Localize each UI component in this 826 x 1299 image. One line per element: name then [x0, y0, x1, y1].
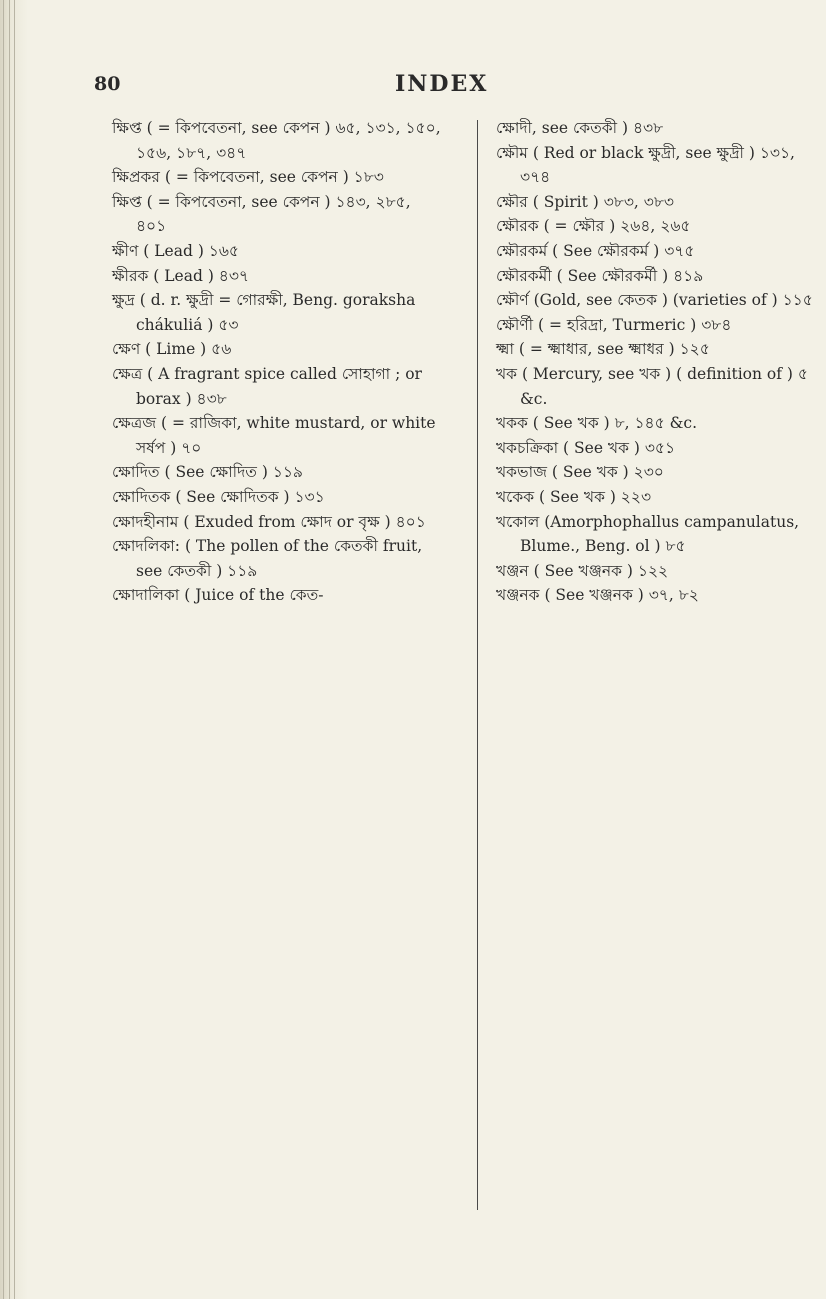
index-entry: ক্ষৌর্ণী ( = হরিদ্রা, Turmeric ) ৩৮৪ [496, 315, 732, 334]
index-entry: খকচক্রিকা ( See খক ) ৩৫১ [496, 438, 676, 457]
index-entry: ক্ষুদ্র ( d. r. ক্ষুদ্রী = গোরক্ষী, Beng. goraksha chákuliá ) ৫৩ [112, 291, 421, 334]
index-entry: ক্ষীরক ( Lead ) ৪৩৭ [112, 266, 250, 285]
left-column [112, 116, 446, 608]
index-entry: খকোল (Amorphophallus campanulatus, Blume., Beng. ol ) ৮৫ [496, 512, 805, 556]
binding-line [14, 0, 15, 1299]
index-entry: ক্ষীণ ( Lead ) ১৬৫ [112, 241, 239, 260]
index-entry: ক্ষেণ ( Lime ) ৫৬ [112, 340, 232, 359]
index-entry: ক্ষ্মা ( = ক্ষ্মাধার, see ক্ষ্মাধর ) ১২৫ [496, 340, 710, 359]
binding-line [9, 0, 10, 1299]
index-entry: ক্ষোদহীনাম ( Exuded from ক্ষোদ or বৃক্ষ ) ৪০১ [112, 512, 426, 531]
page-number: 80 [94, 73, 121, 95]
index-entry: ক্ষেত্র ( A fragrant spice called সোহাগা ; or borax ) ৪৩৮ [112, 364, 427, 408]
binding-line [3, 0, 4, 1299]
index-entry: ক্ষোদিত ( See ক্ষোদিত ) ১১৯ [112, 463, 303, 482]
index-entry: ক্ষৌর্ণ (Gold, see কেতক ) (varieties of ) ১১৫ [496, 291, 813, 310]
index-entry: ক্ষিপ্ত ( = কিপবেতনা, see কেপন ) ১৪৩, ২৮৫, ৪০১ [112, 192, 416, 236]
index-entry: ক্ষোদী, see কেতকী ) ৪৩৮ [496, 119, 664, 137]
running-title: INDEX [395, 71, 489, 97]
index-entry: খঞ্জন ( See খঞ্জনক ) ১২২ [496, 561, 669, 580]
index-entry: খকভাজ ( See খক ) ২৩০ [496, 463, 664, 482]
column-divider [477, 120, 478, 1210]
index-entry: ক্ষৌরকর্মী ( See ক্ষৌরকর্মী ) ৪১৯ [496, 266, 704, 285]
right-column [496, 116, 826, 608]
index-entry: ক্ষোদালিকা ( Juice of the কেত- [112, 586, 324, 605]
index-entry: ক্ষেত্রজ ( = রাজিকা, white mustard, or white সর্ষপ ) ৭০ [112, 414, 441, 457]
index-entry: খঞ্জনক ( See খঞ্জনক ) ৩৭, ৮২ [496, 586, 699, 605]
index-entry: খকেক ( See খক ) ২২৩ [496, 487, 652, 506]
index-entry: ক্ষিপ্রকর ( = কিপবেতনা, see কেপন ) ১৮৩ [112, 168, 384, 187]
index-entry: খক ( Mercury, see খক ) ( definition of ) ৫ &c. [496, 364, 813, 408]
index-entry: ক্ষৌম ( Red or black ক্ষুদ্রী, see ক্ষুদ্রী ) ১৩১, ৩৭৪ [496, 143, 800, 187]
index-entry: ক্ষৌর ( Spirit ) ৩৮৩, ৩৮৩ [496, 192, 674, 211]
index-entry: ক্ষোদলিকা: ( The pollen of the কেতকী fruit, see কেতকী ) ১১৯ [112, 537, 428, 580]
index-entry: ক্ষিপ্ত ( = কিপবেতনা, see কেপন ) ৬৫, ১৩১, ১৫০, ১৫৬, ১৮৭, ৩৪৭ [112, 119, 446, 162]
index-entry: ক্ষৌরক ( = ক্ষৌর ) ২৬৪, ২৬৫ [496, 217, 691, 236]
index-entry: খকক ( See খক ) ৮, ১৪৫ &c. [496, 414, 698, 433]
index-entry: ক্ষোদিতক ( See ক্ষোদিতক ) ১৩১ [112, 487, 325, 506]
index-entry: ক্ষৌরকর্ম ( See ক্ষৌরকর্ম ) ৩৭৫ [496, 241, 695, 260]
